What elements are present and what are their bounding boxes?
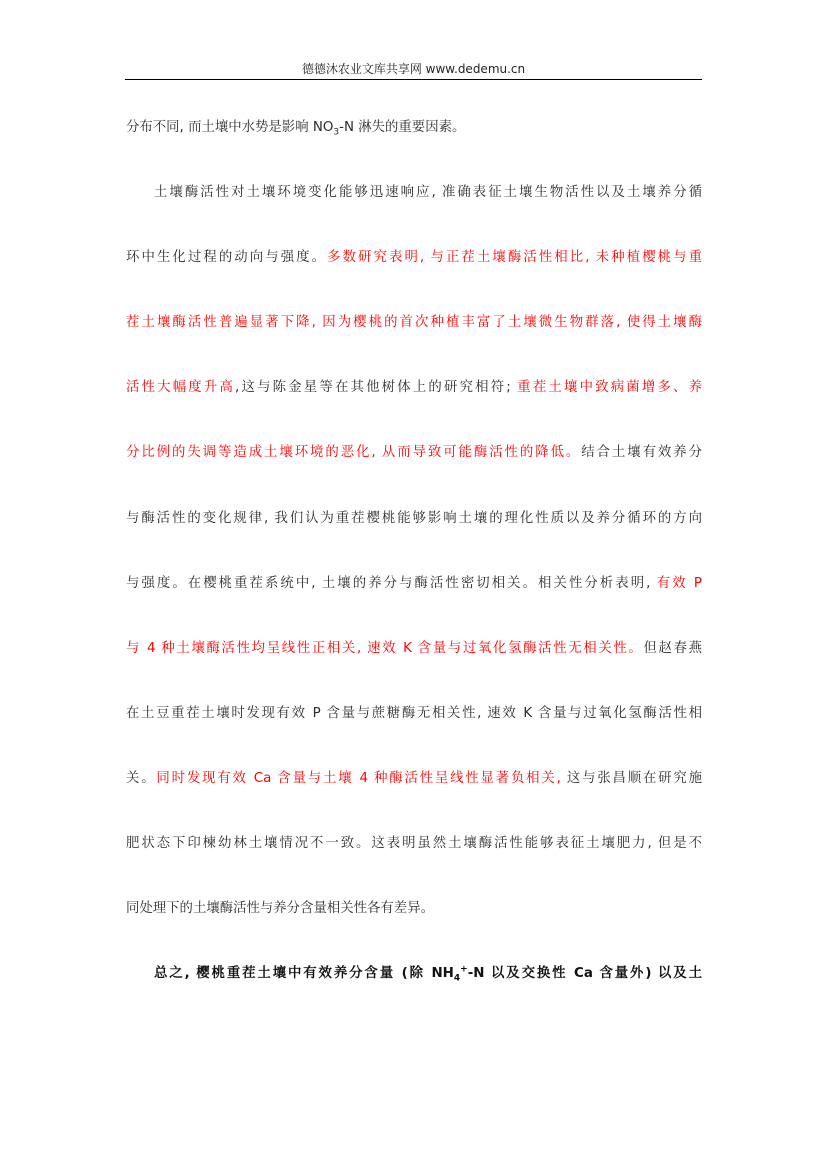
text-segment: 总之, 樱桃重茬土壤中有效养分含量 (除 NH (154, 966, 454, 982)
header-divider (125, 79, 702, 80)
text-segment: 在土豆重茬土壤时发现有效 P 含量与蔗糖酶无相关性, 速效 K 含量与过氧化氢酶活性相 (126, 705, 702, 721)
text-segment: 与酶活性的变化规律, 我们认为重茬樱桃能够影响土壤的理化性质以及养分循环的方向 (126, 510, 702, 526)
text-line (126, 833, 702, 898)
subscript-text: 4 (453, 973, 461, 984)
text-line (126, 898, 702, 963)
page-header: 德德沐农业文库共享网 www.dedemu.cn (301, 62, 526, 76)
text-segment: 同处理下的土壤酶活性与养分含量相关性各有差异。 (126, 901, 434, 917)
text-line (126, 442, 702, 507)
highlighted-text: 分比例的失调等造成土壤环境的恶化, 从而导致可能酶活性的降低。 (126, 445, 582, 461)
text-segment: -N 淋失的重要因素。 (339, 120, 466, 135)
text-segment: 肥状态下印楝幼林土壤情况不一致。这表明虽然土壤酶活性能够表征土壤肥力, 但是不 (126, 836, 702, 852)
highlighted-text: 同时发现有效 Ca 含量与土壤 4 种酶活性呈线性显著负相关, (156, 770, 561, 786)
text-segment: 关。 (126, 770, 157, 786)
text-line (126, 703, 702, 768)
text-segment: 土壤酶活性对土壤环境变化能够迅速响应, 准确表征土壤生物活性以及土壤养分循 (154, 185, 702, 201)
text-line (126, 638, 702, 703)
text-segment: 结合土壤有效养分 (581, 445, 702, 461)
text-segment: -N 以及交换性 Ca 含量外) 以及土 (467, 966, 702, 982)
document-body (126, 117, 702, 1028)
text-line (126, 573, 702, 638)
text-segment: 这与张昌顺在研究施 (560, 770, 702, 786)
text-segment: 与强度。在樱桃重茬系统中, 土壤的养分与酶活性密切相关。相关性分析表明, (126, 575, 657, 591)
text-segment: 环中生化过程的动向与强度。 (126, 250, 328, 266)
text-line (126, 312, 702, 377)
text-line (126, 117, 702, 182)
subscript-text: 3 (333, 127, 340, 138)
text-line (126, 182, 702, 247)
superscript-text: + (460, 964, 468, 975)
highlighted-text: 茬土壤酶活性普遍显著下降, 因为樱桃的首次种植丰富了土壤微生物群落, 使得土壤酶 (126, 315, 702, 331)
text-segment: 但赵春燕 (643, 640, 702, 656)
text-line (126, 377, 702, 442)
highlighted-text: 有效 P (656, 575, 702, 591)
highlighted-text: 活性大幅度升高 (126, 380, 236, 396)
highlighted-text: 重茬土壤中致病菌增多、养 (517, 380, 702, 396)
text-line (126, 247, 702, 312)
highlighted-text: 多数研究表明, 与正茬土壤酶活性相比, 未种植樱桃与重 (327, 250, 702, 266)
text-segment: 分布不同, 而土壤中水势是影响 NO (126, 120, 334, 135)
highlighted-text: 与 4 种土壤酶活性均呈线性正相关, 速效 K 含量与过氧化氢酶活性无相关性。 (126, 640, 644, 656)
text-line (126, 963, 702, 1028)
text-line (126, 508, 702, 573)
text-line (126, 768, 702, 833)
text-segment: ,这与陈金星等在其他树体上的研究相符; (235, 380, 518, 396)
